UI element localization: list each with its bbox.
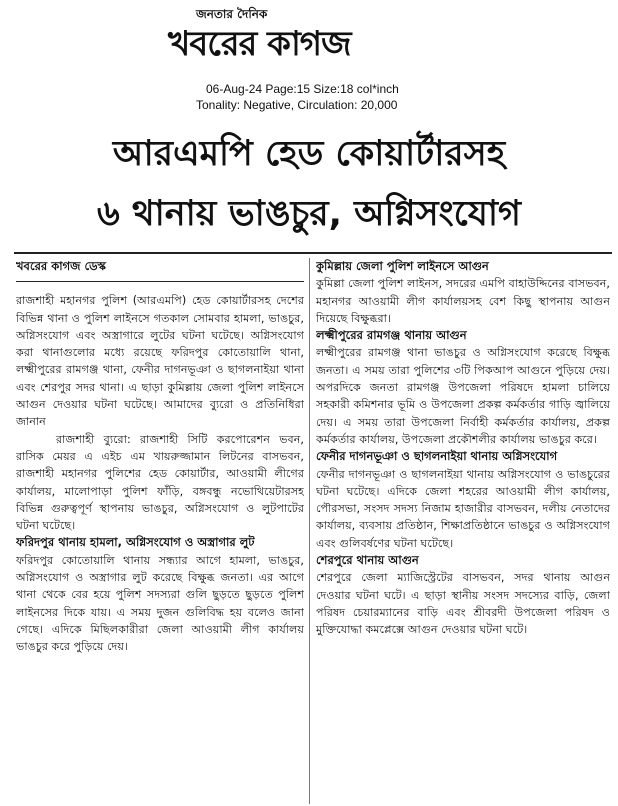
article-column-right <box>316 258 610 804</box>
subhead-faridpur: ফরিদপুর থানায় হামলা, অগ্নিসংযোগ ও অস্ত্রাগার লুট <box>16 535 255 550</box>
headline-line-1: আরএমপি হেড কোয়ার্টারসহ <box>112 134 506 174</box>
subhead-laxmipur: লক্ষ্মীপুরের রামগঞ্জ থানায় আগুন <box>316 328 467 343</box>
subhead-sherpur: শেরপুরে থানায় আগুন <box>316 553 419 568</box>
subhead-comilla: কুমিল্লায় জেলা পুলিশ লাইনসে আগুন <box>316 259 489 273</box>
masthead-tagline: জনতার দৈনিক <box>196 7 268 21</box>
paragraph-sherpur: শেরপুরে জেলা ম্যাজিস্ট্রেটের বাসভবন, সদর থানায় আগুন দেওয়ার ঘটনা ঘটে। এ ছাড়া স্থানীয় সংসদ সদস্যের বাড়ি, জেলা পরিষদ চেয়ারম্যানের বাড়ি এবং শ্রীবরদী উপজেলা পরিষদ ও মুক্তিযোদ্ধা কমপ্লেক্সে আগুন দেওয়ার ঘটনা ঘটে। <box>316 571 610 637</box>
headline-line-2: ৬ থানায় ভাঙচুর, অগ্নিসংযোগ <box>97 194 521 234</box>
column-separator <box>309 258 310 804</box>
paragraph-rajshahi: রাজশাহী ব্যুরো: রাজশাহী সিটি করপোরেশন ভবন, রাসিক মেয়র এ এইচ এম খায়রুজ্জামান লিটনের বাসভবন, রাজশাহী মহানগর পুলিশের হেড কোয়ার্টার, আওয়ামী লীগের কার্যালয়, মালোপাড়া পুলিশ ফাঁড়ি, বঙ্গবন্ধু নভোথিয়েটারসহ বিভিন্ন গুরুত্বপূর্ণ স্থাপনায় ভাঙচুর, অগ্নিসংযোগ ও লুটপাটের ঘটনা ঘটেছে। <box>16 432 304 533</box>
paragraph-faridpur: ফরিদপুর কোতোয়ালি থানায় সন্ধ্যার আগে হামলা, ভাঙচুর, অগ্নিসংযোগ ও অস্ত্রাগার লুট করেছে বিক্ষুব্ধ জনতা। এর আগে থানা থেকে বের হয়ে পুলিশ সদস্যরা গুলি ছুড়তে ছুড়তে পুলিশ লাইনসের দিকে যায়। এ সময় দুজন গুলিবিদ্ধ হয় বলেও জানা গেছে। এদিকে মিছিলকারীরা জেলা আওয়ামী লীগ কার্যালয় ভাঙচুর করে পুড়িয়ে দেয়। <box>16 553 304 654</box>
paragraph-intro: রাজশাহী মহানগর পুলিশ (আরএমপি) হেড কোয়ার্টারসহ দেশের বিভিন্ন থানা ও পুলিশ লাইনসে গতকাল সোমবার হামলা, ভাঙচুর, অগ্নিসংযোগ এবং অস্ত্রাগারে লুটের ঘটনা ঘটেছে। অগ্নিসংযোগ করা থানাগুলোর মধ্যে রয়েছে ফরিদপুর কোতোয়ালি থানা, লক্ষ্মীপুরের রামগঞ্জ থানা, ফেনীর দাগনভূঞা ও ছাগলনাইয়া থানা এবং শেরপুর সদর থানা। এ ছাড়া কুমিল্লায় জেলা পুলিশ লাইনসে আগুন দেওয়ার ঘটনা ঘটেছে। আমাদের ব্যুরো ও প্রতিনিধিরা জানান <box>16 294 304 429</box>
paragraph-feni: ফেনীর দাগনভূঞা ও ছাগলনাইয়া থানায় অগ্নিসংযোগ ও ভাঙচুরের ঘটনা ঘটেছে। এদিকে জেলা শহরের আওয়ামী লীগ কার্যালয়, পৌরসভা, সংসদ সদস্য নিজাম হাজারীর বাসভবন, দলীয় নেতাদের কার্যালয়, ব্যবসায় প্রতিষ্ঠান, শিক্ষাপ্রতিষ্ঠানে ভাঙচুর ও অগ্নিসংযোগ এবং গুলিবর্ষণের ঘটনা ঘটেছে। <box>316 467 610 550</box>
clipping-meta: 06-Aug-24 Page:15 Size:18 col*inch <box>206 82 399 96</box>
headline-divider <box>14 252 612 254</box>
article-column-left <box>16 258 304 804</box>
newspaper-name: খবরের কাগজ <box>168 24 351 64</box>
masthead <box>0 0 618 120</box>
paragraph-comilla: কুমিল্লা জেলা পুলিশ লাইনস, সদরের এমপি বাহাউদ্দিনের বাসভবন, মহানগর আওয়ামী লীগ কার্যালয়সহ বেশ কিছু স্থাপনায় আগুন দিয়েছে বিক্ষুব্ধরা। <box>316 277 610 325</box>
paragraph-laxmipur: লক্ষ্মীপুরের রামগঞ্জ থানা ভাঙচুর ও অগ্নিসংযোগ করেছে বিক্ষুব্ধ জনতা। এ সময় তারা পুলিশের ৩টি পিকআপ আগুনে পুড়িয়ে দেয়। অপরদিকে জনতা রামগঞ্জ উপজেলা পরিষদে হামলা চালিয়ে সহকারী কমিশনার ভূমি ও উপজেলা প্রকল্প কর্মকর্তার গাড়ি জ্বালিয়ে দেয়। এ সময় তারা উপজেলা নির্বাহী কর্মকর্তার কার্যালয়, প্রকল্প কর্মকর্তার কার্যালয়, উপজেলা প্রকৌশলীর কার্যালয় ভাঙচুর করে। <box>316 346 610 446</box>
byline-desk: খবরের কাগজ ডেস্ক <box>16 258 304 282</box>
clipping-tonality: Tonality: Negative, Circulation: 20,000 <box>196 98 398 112</box>
subhead-feni: ফেনীর দাগনভূঞা ও ছাগলনাইয়া থানায় অগ্নিসংযোগ <box>316 449 558 464</box>
